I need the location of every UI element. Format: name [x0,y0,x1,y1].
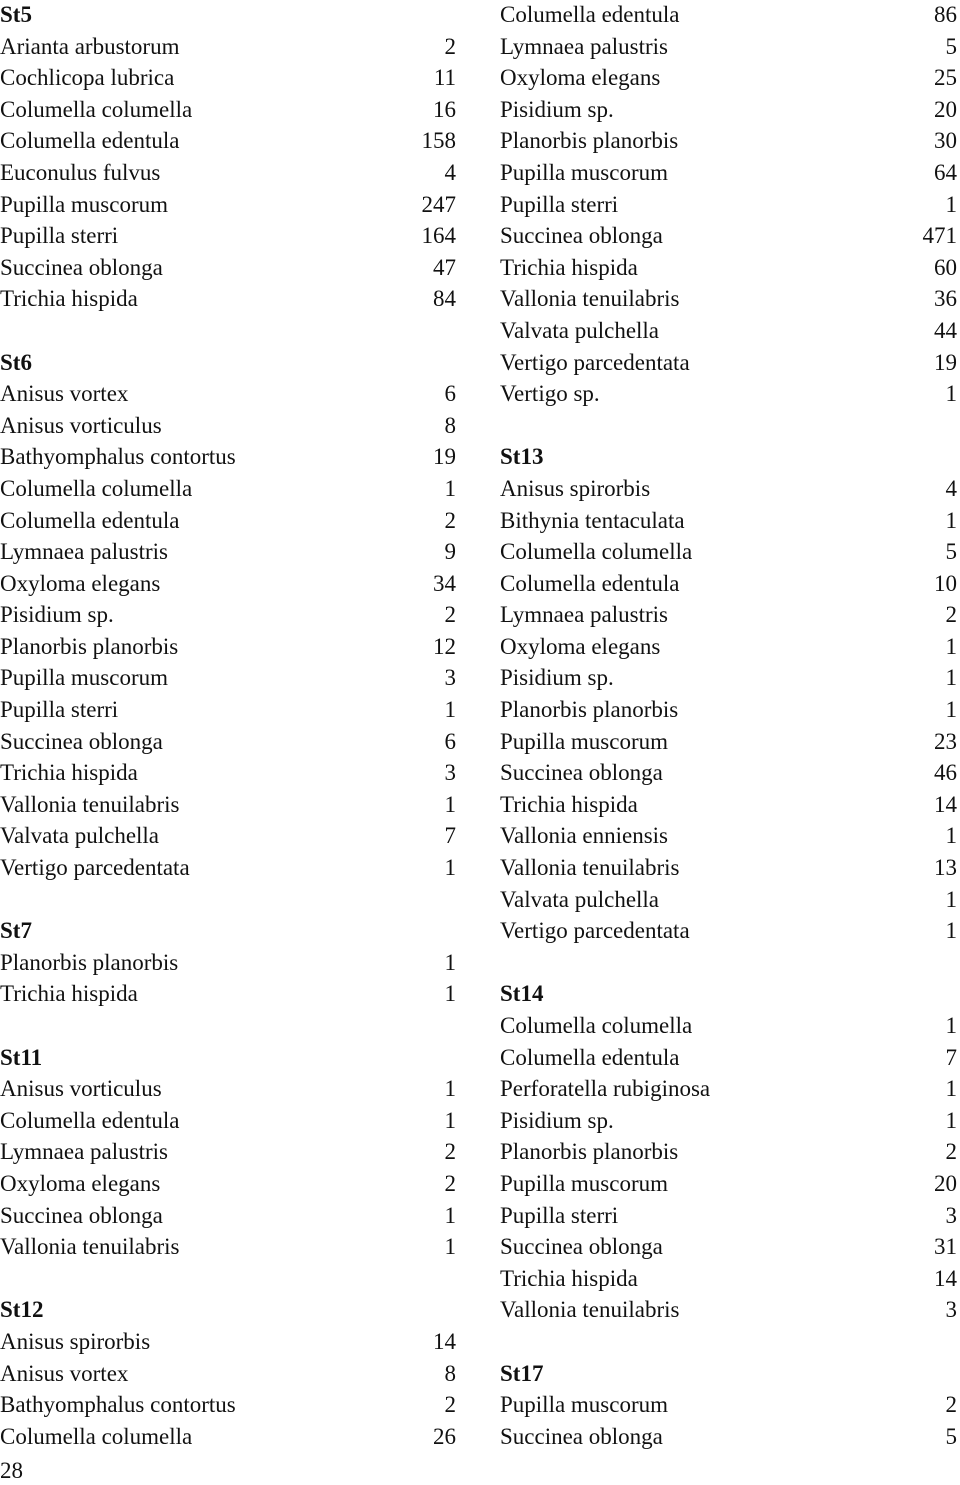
species-name: Trichia hispida [500,791,638,817]
species-name: Planorbis planorbis [500,697,679,723]
station-heading: St6 [0,349,32,375]
species-name: Pupilla sterri [500,1202,619,1228]
species-count: 5 [945,1423,957,1449]
species-row [500,1390,957,1422]
species-row [0,411,456,443]
station-heading: St11 [0,1044,43,1070]
species-count: 23 [934,728,957,754]
species-name: Succinea oblonga [0,254,163,280]
left-column [0,0,456,1453]
species-count: 1 [945,1107,957,1133]
station-heading: St5 [0,2,32,27]
species-name: Columella columella [0,475,193,501]
species-name: Pupilla sterri [0,223,119,249]
species-name: Columella edentula [0,128,180,154]
species-count: 5 [945,539,957,565]
species-name: Columella edentula [500,1044,680,1070]
species-count: 20 [934,1170,957,1196]
species-row [0,95,456,127]
species-row [500,1106,957,1138]
species-name: Planorbis planorbis [500,1139,679,1165]
species-row [500,379,957,411]
species-name: Oxyloma elegans [0,570,161,596]
species-count: 14 [934,791,957,817]
species-count: 158 [421,128,456,154]
species-count: 3 [444,760,456,786]
species-row [500,885,957,917]
species-count: 14 [433,1328,456,1354]
species-row [0,1137,456,1169]
species-name: Pupilla muscorum [0,665,169,691]
species-name: Vertigo parcedentata [500,349,690,375]
species-row [0,1232,456,1264]
species-row [0,537,456,569]
species-row [500,506,957,538]
species-row [0,1327,456,1359]
species-name: Anisus vortex [0,1360,129,1386]
species-row [0,284,456,316]
species-row [0,474,456,506]
species-name: Columella edentula [0,507,180,533]
species-row [500,126,957,158]
species-name: Vertigo parcedentata [500,918,690,944]
species-count: 1 [444,1234,456,1260]
species-row [500,600,957,632]
species-row [500,1074,957,1106]
species-name: Lymnaea palustris [500,602,668,628]
species-count: 2 [444,602,456,628]
species-name: Lymnaea palustris [0,1139,168,1165]
species-name: Perforatella rubiginosa [500,1076,711,1102]
species-name: Pisidium sp. [500,96,614,122]
species-name: Valvata pulchella [500,886,660,912]
species-name: Pupilla muscorum [500,1392,669,1418]
species-count: 11 [433,65,456,91]
species-name: Oxyloma elegans [0,1170,161,1196]
species-row [500,190,957,222]
section-spacer [500,1327,957,1359]
species-row [0,853,456,885]
species-row [0,379,456,411]
species-count: 13 [934,855,957,881]
species-name: Vallonia tenuilabris [500,855,680,881]
species-count: 1 [945,191,957,217]
species-count: 1 [945,1076,957,1102]
species-row [500,158,957,190]
species-row [500,1232,957,1264]
species-row [0,632,456,664]
species-count: 3 [945,1297,957,1323]
species-name: Trichia hispida [0,981,138,1007]
species-row [0,569,456,601]
species-count: 164 [421,223,456,249]
species-name: Columella columella [0,96,193,122]
species-row [0,600,456,632]
species-row [500,1137,957,1169]
species-name: Succinea oblonga [500,223,663,249]
species-name: Pupilla muscorum [500,1170,669,1196]
species-row [500,1201,957,1233]
species-count: 46 [934,760,957,786]
species-row [500,32,957,64]
species-row [500,1422,957,1454]
species-name: Pupilla muscorum [500,728,669,754]
species-row [500,63,957,95]
species-row [500,474,957,506]
species-count: 1 [444,1202,456,1228]
species-count: 471 [922,223,957,249]
station-heading: St14 [500,981,544,1007]
species-count: 8 [444,1360,456,1386]
species-name: Anisus vorticulus [0,1076,162,1102]
station-heading: St12 [0,1297,44,1323]
species-row [500,1295,957,1327]
species-row [500,695,957,727]
species-count: 1 [945,918,957,944]
section-spacer [500,948,957,980]
species-row [500,790,957,822]
species-name: Vallonia tenuilabris [0,791,180,817]
species-row [500,821,957,853]
species-name: Pupilla muscorum [500,159,669,185]
species-name: Lymnaea palustris [500,33,668,59]
species-row [0,727,456,759]
section-spacer [0,316,456,348]
species-name: Vertigo sp. [500,381,600,407]
species-count: 10 [934,570,957,596]
station-heading: St13 [500,444,544,470]
species-count: 1 [444,855,456,881]
species-count: 8 [444,412,456,438]
section-spacer [500,411,957,443]
species-count: 2 [444,1392,456,1418]
section-spacer [0,1264,456,1296]
species-row [0,1106,456,1138]
section-spacer [0,1011,456,1043]
species-row [500,663,957,695]
species-count: 7 [444,823,456,849]
species-name: Anisus spirorbis [500,475,651,501]
species-row [500,853,957,885]
species-name: Vallonia tenuilabris [500,1297,680,1323]
species-row [0,1169,456,1201]
species-count: 2 [444,1170,456,1196]
species-row [0,32,456,64]
species-name: Columella edentula [500,570,680,596]
species-name: Bathyomphalus contortus [0,1392,236,1418]
species-name: Lymnaea palustris [0,539,168,565]
species-row [500,537,957,569]
species-row [0,63,456,95]
species-row [500,284,957,316]
species-count: 84 [433,286,456,312]
species-row [0,758,456,790]
species-row [0,506,456,538]
species-row [0,221,456,253]
species-count: 6 [444,381,456,407]
species-count: 2 [444,507,456,533]
species-count: 1 [444,981,456,1007]
species-name: Columella columella [0,1423,193,1449]
species-count: 31 [934,1234,957,1260]
species-name: Trichia hispida [500,1265,638,1291]
species-row [0,253,456,285]
species-name: Trichia hispida [500,254,638,280]
species-name: Cochlicopa lubrica [0,65,175,91]
species-name: Oxyloma elegans [500,633,661,659]
species-row [500,1043,957,1075]
species-count: 19 [433,444,456,470]
species-row [0,158,456,190]
station-heading: St17 [500,1360,544,1386]
species-count: 4 [945,475,957,501]
species-count: 1 [945,886,957,912]
species-row [0,1359,456,1391]
species-count: 47 [433,254,456,280]
species-count: 2 [945,1139,957,1165]
species-name: Anisus vortex [0,381,129,407]
species-row [500,253,957,285]
species-count: 7 [945,1044,957,1070]
species-name: Vallonia enniensis [500,823,668,849]
species-name: Succinea oblonga [500,1423,663,1449]
species-name: Pupilla sterri [0,697,119,723]
species-name: Succinea oblonga [500,760,663,786]
species-name: Pupilla muscorum [0,191,169,217]
species-name: Columella columella [500,539,693,565]
station-heading: St7 [0,918,32,944]
species-row [0,126,456,158]
species-count: 30 [934,128,957,154]
species-count: 1 [945,381,957,407]
species-name: Pisidium sp. [500,665,614,691]
species-row [500,221,957,253]
species-name: Trichia hispida [0,286,138,312]
species-count: 4 [444,159,456,185]
species-count: 1 [444,475,456,501]
species-row [500,1011,957,1043]
species-row [500,758,957,790]
species-name: Pisidium sp. [0,602,114,628]
species-count: 2 [945,602,957,628]
species-count: 1 [444,791,456,817]
species-name: Columella edentula [500,2,680,27]
species-name: Succinea oblonga [0,728,163,754]
species-count: 3 [945,1202,957,1228]
species-count: 86 [934,2,957,27]
species-name: Oxyloma elegans [500,65,661,91]
species-name: Planorbis planorbis [0,633,179,659]
species-count: 5 [945,33,957,59]
species-name: Succinea oblonga [500,1234,663,1260]
species-count: 247 [421,191,456,217]
species-row [500,1169,957,1201]
species-count: 20 [934,96,957,122]
species-count: 1 [444,949,456,975]
species-count: 2 [444,1139,456,1165]
species-name: Pisidium sp. [500,1107,614,1133]
species-row [500,632,957,664]
species-row [500,569,957,601]
species-count: 2 [945,1392,957,1418]
species-row [500,727,957,759]
species-row [0,821,456,853]
species-name: Arianta arbustorum [0,33,180,59]
species-count: 36 [934,286,957,312]
species-name: Vallonia tenuilabris [0,1234,180,1260]
species-count: 1 [444,697,456,723]
species-row [0,663,456,695]
species-row [500,316,957,348]
page-number: 28 [0,1458,23,1483]
species-count: 1 [945,665,957,691]
species-name: Pupilla sterri [500,191,619,217]
species-count: 1 [945,823,957,849]
species-name: Bithynia tentaculata [500,507,685,533]
species-count: 1 [444,1076,456,1102]
species-name: Anisus spirorbis [0,1328,151,1354]
right-column [500,0,957,1453]
species-count: 26 [433,1423,456,1449]
species-row [0,790,456,822]
species-count: 3 [444,665,456,691]
species-count: 60 [934,254,957,280]
species-row [0,1201,456,1233]
species-row [0,442,456,474]
species-count: 2 [444,33,456,59]
species-count: 14 [934,1265,957,1291]
species-count: 16 [433,96,456,122]
species-name: Trichia hispida [0,760,138,786]
species-name: Bathyomphalus contortus [0,444,236,470]
species-name: Anisus vorticulus [0,412,162,438]
species-row [500,95,957,127]
species-row [0,948,456,980]
species-count: 34 [433,570,456,596]
species-name: Succinea oblonga [0,1202,163,1228]
species-name: Columella columella [500,1013,693,1038]
species-name: Valvata pulchella [0,823,160,849]
species-name: Planorbis planorbis [0,949,179,975]
species-name: Vallonia tenuilabris [500,286,680,312]
species-count: 44 [934,317,957,343]
species-row [0,695,456,727]
species-count: 1 [945,1013,957,1038]
species-row [0,190,456,222]
species-count: 1 [945,633,957,659]
section-spacer [0,885,456,917]
species-count: 1 [444,1107,456,1133]
species-row [500,348,957,380]
species-name: Planorbis planorbis [500,128,679,154]
species-name: Vertigo parcedentata [0,855,190,881]
species-count: 19 [934,349,957,375]
species-name: Columella edentula [0,1107,180,1133]
species-count: 12 [433,633,456,659]
species-row [0,979,456,1011]
species-name: Euconulus fulvus [0,159,161,185]
species-count: 6 [444,728,456,754]
species-count: 9 [444,539,456,565]
species-count: 1 [945,697,957,723]
species-name: Valvata pulchella [500,317,660,343]
species-row [0,1390,456,1422]
species-count: 1 [945,507,957,533]
species-row [500,916,957,948]
species-row [500,0,957,32]
species-count: 64 [934,159,957,185]
species-row [0,1074,456,1106]
species-count: 25 [934,65,957,91]
species-row [0,1422,456,1454]
species-row [500,1264,957,1296]
